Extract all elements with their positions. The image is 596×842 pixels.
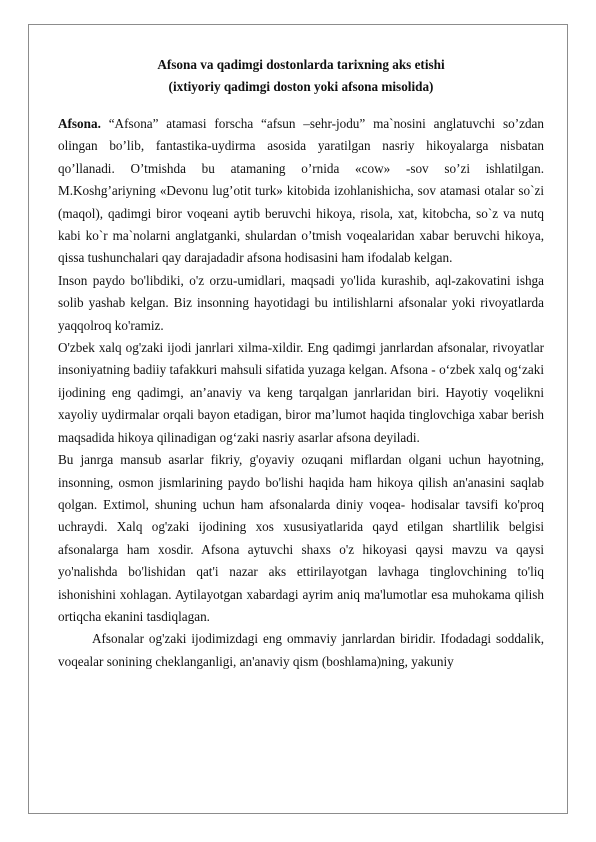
document-title: Afsona va qadimgi dostonlarda tarixning aks etishi xyxy=(157,57,445,72)
paragraph-myth-origins: Bu janrga mansub asarlar fikriy, g'oyaviy ozuqani miflardan olgani uchun hayotning, insonning, osmon jismlarining paydo bo'lishi haqida ham hikoya qilish an'anasini saqlab qolgan. Extimol, shuning uchun ham afsonalarda diniy voqea- hodisalar tavsifi ko'proq uchraydi. Xalq og'zaki ijodining xos xususiyatlarida qayd etilgan shartlilik belgisi afsonalarga ham xosdir. Afsona aytuvchi shaxs o'z hikoyasi qaysi mavzu va qaysi yo'nalishda bo'lishidan qat'i nazar aks ettirilayotgan lavhaga tinglovchining to'liq ishonishini xohlagan. Aytilayotgan xabardagi ayrim aniq ma'lumotlar esa muhokama qilish ortiqcha ekanini tasdiqlagan. xyxy=(58,452,544,624)
paragraph-text: “Afsona” atamasi forscha “afsun –sehr-jodu” ma`nosini anglatuvchi so’zdan olingan bo’lib, fantastika-uydirma asosida yaratilgan nasriy hikoyalarga nisbatan qo’llanadi. O’tmishda bu atamaning o’rnida «cow» -sov so’zi ishlatilgan. M.Koshg’ariyning «Devonu lug’otit turk» kitobida izohlanishicha, sov atamasi otalar so`zi (maqol), qadimgi biror voqeani aytib beruvchi hikoya, risola, xat, kitobcha, so`z va nutq kabi ko`r ma`nolarni anglatganki, shulardan o’tmish voqealaridan xabar beruvchi hikoya, qissa tushunchalari qay darajadadir afsona hodisasini ham ifodalab kelgan. xyxy=(58,116,544,266)
paragraph-genres: O'zbek xalq og'zaki ijodi janrlari xilma-xildir. Eng qadimgi janrlardan afsonalar, rivoyatlar insoniyatning badiiy tafakkuri mahsuli sifatida yuzaga kelgan. Afsona - o‘zbek xalq og‘zaki ijodining eng qadimgi, an’anaviy va keng tarqalgan janrlaridan biri. Hayotiy voqelikni xayoliy uydirmalar orqali bayon etadigan, biror ma’lumot haqida tinglovchiga xabar berish maqsadida hikoya qilinadigan og‘zaki nasriy asarlar afsona deyiladi. xyxy=(58,340,544,445)
lead-term: Afsona. xyxy=(58,116,101,131)
paragraph-human-aspirations: Inson paydo bo'libdiki, o'z orzu-umidlari, maqsadi yo'lida kurashib, aql-zakovatini ishga solib yashab kelgan. Biz insonning hayotidagi bu intilishlarni afsonalar yoki rivoyatlarda yaqqolroq ko'ramiz. xyxy=(58,272,544,333)
document-body xyxy=(58,54,544,673)
paragraph-popular-genre: Afsonalar og'zaki ijodimizdagi eng ommaviy janrlardan biridir. Ifodadagi soddalik, voqealar sonining cheklanganligi, an'anaviy qism (boshlama)ning, yakuniy xyxy=(58,631,544,669)
paragraph-afsona-definition xyxy=(58,113,544,270)
document-subtitle: (ixtiyoriy qadimgi doston yoki afsona misolida) xyxy=(168,79,434,94)
